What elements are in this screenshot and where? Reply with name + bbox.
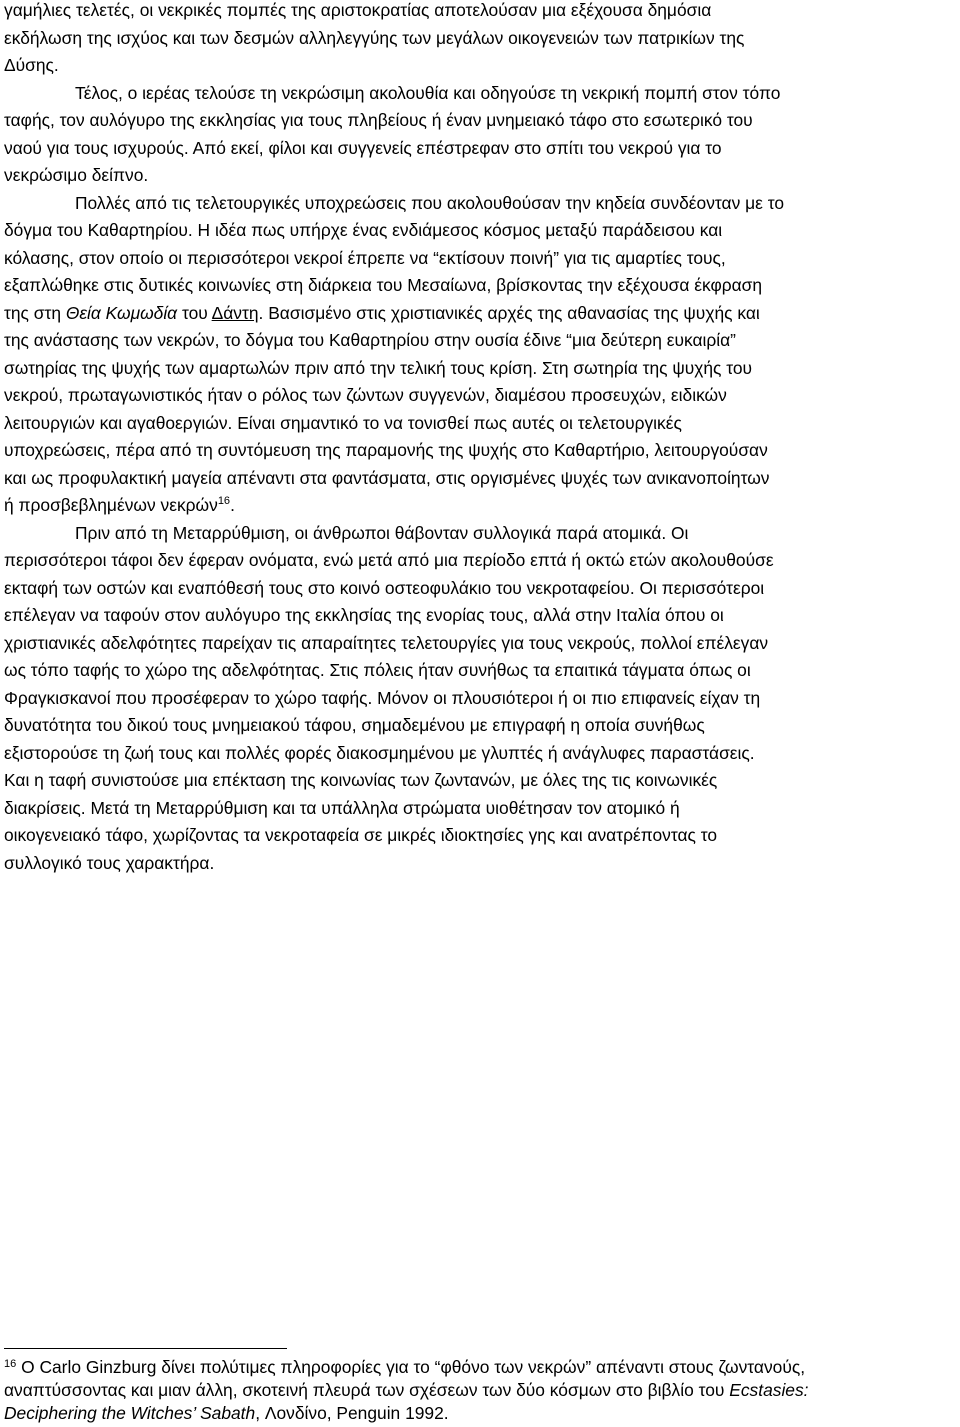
paragraph (4, 80, 956, 190)
author-name: Δάντη (211, 302, 259, 323)
book-title: Ecstasies: (729, 1380, 809, 1400)
text-line: επέλεγαν να ταφούν στον αυλόγυρο της εκκλησίας της ενορίας τους, αλλά στην Ιταλία όπου οι (4, 605, 724, 625)
text-segment: του (177, 302, 212, 323)
book-title: Deciphering the Witches’ Sabath (4, 1403, 256, 1423)
text-line: Δύσης. (4, 55, 59, 75)
text-line: της ανάστασης των νεκρών, το δόγμα του Καθαρτηρίου στην ουσία έδινε “μια δεύτερη ευκαιρία” (4, 330, 736, 350)
footnote-text (4, 1356, 956, 1425)
paragraph (4, 190, 956, 520)
footnote-reference[interactable]: 16 (217, 495, 231, 507)
document-body (4, 0, 956, 877)
text-line: εξαπλώθηκε στις δυτικές κοινωνίες στη διάρκεια του Μεσαίωνα, βρίσκοντας την εξέχουσα έκφραση (4, 275, 763, 295)
text-line: Φραγκισκανοί που προσέφεραν το χώρο ταφής. Μόνον οι πλουσιότεροι ή οι πιο επιφανείς είχαν τη (4, 687, 761, 708)
text-line: οικογενειακό τάφο, χωρίζοντας τα νεκροταφεία σε μικρές ιδιοκτησίες γης και ανατρέποντας το (4, 825, 718, 845)
text-line: συλλογικό τους χαρακτήρα. (4, 852, 215, 873)
text-line: σωτηρίας της ψυχής των αμαρτωλών πριν από την τελική τους κρίση. Στη σωτηρία της ψυχής του (4, 357, 753, 378)
text-line (4, 495, 235, 515)
text-line: διακρίσεις. Μετά τη Μεταρρύθμιση και τα υπάλληλα στρώματα υιοθέτησαν τον ατομικό ή (4, 797, 680, 818)
text-line: δόγμα του Καθαρτηρίου. Η ιδέα πως υπήρχε ένας ενδιάμεσος κόσμος μεταξύ παράδεισου και (4, 220, 723, 240)
text-line: Τέλος, ο ιερέας τελούσε τη νεκρώσιμη ακολουθία και οδηγούσε τη νεκρική πομπή στον τόπο (75, 82, 781, 103)
paragraph (4, 0, 956, 80)
text-line (4, 1403, 449, 1423)
text-line: γαμήλιες τελετές, οι νεκρικές πομπές της αριστοκρατίας αποτελούσαν μια εξέχουσα δημόσια (4, 0, 712, 20)
text-line: Και η ταφή συνιστούσε μια επέκταση της κοινωνίας των ζωντανών, με όλες της τις κοινωνικές (4, 770, 718, 790)
text-segment: της στη (4, 302, 66, 323)
text-segment: Ο Carlo Ginzburg δίνει πολύτιμες πληροφορίες για το “φθόνο των νεκρών” απέναντι στους ζωντανούς, (16, 1357, 806, 1377)
text-segment: αναπτύσσοντας και μιαν άλλη, σκοτεινή πλευρά των σχέσεων των δύο κόσμων στο βιβλίο του (4, 1380, 730, 1400)
text-line: κόλασης, στον οποίο οι περισσότεροι νεκροί έπρεπε να “εκτίσουν ποινή” για τις αμαρτίες τους, (4, 247, 726, 268)
text-line: νεκρού, πρωταγωνιστικός ήταν ο ρόλος των ζώντων συγγενών, διαμέσου προσευχών, ειδικών (4, 385, 727, 405)
text-line: εκταφή των οστών και εναπόθεσή τους στο κοινό οστεοφυλάκιο του νεκροταφείου. Οι περισσότεροι (4, 577, 765, 598)
text-line: χριστιανικές αδελφότητες παρείχαν τις απαραίτητες τελετουργίες για τους νεκρούς, πολλοί επέλεγαν (4, 632, 769, 653)
text-line: Πολλές από τις τελετουργικές υποχρεώσεις που ακολουθούσαν την κηδεία συνδέονταν με το (75, 192, 785, 213)
text-segment: . (230, 495, 235, 515)
text-line: εξιστορούσε τη ζωή τους και πολλές φορές διακοσμημένου με γλυπτές ή ανάγλυφες παραστάσεις. (4, 742, 755, 763)
text-segment: , Λονδίνο, Penguin 1992. (255, 1403, 449, 1423)
footnote-number: 16 (4, 1358, 17, 1370)
text-segment: ή προσβεβλημένων νεκρών (4, 495, 218, 515)
text-line: και ως προφυλακτική μαγεία απέναντι στα φαντάσματα, στις οργισμένες ψυχές των ανικανοποίητων (4, 467, 770, 488)
footnote (4, 1356, 956, 1425)
work-title: Θεία Κωμωδία (65, 302, 178, 323)
text-line: δυνατότητα του δικού τους μνημειακού τάφου, σημαδεμένου με επιγραφή η οποία συνήθως (4, 715, 705, 735)
text-line (4, 303, 760, 323)
text-line: ταφής, τον αυλόγυρο της εκκλησίας για τους πληβείους ή έναν μνημειακό τάφο στο εσωτερικό του (4, 110, 753, 130)
text-line: λειτουργιών και αγαθοεργιών. Είναι σημαντικό το να τονισθεί πως αυτές οι τελετουργικές (4, 412, 682, 433)
text-line (4, 1380, 809, 1400)
text-line: Πριν από τη Μεταρρύθμιση, οι άνθρωποι θάβονταν συλλογικά παρά ατομικά. Οι (75, 522, 689, 543)
paragraph (4, 520, 956, 878)
text-line: ως τόπο ταφής το χώρο της αδελφότητας. Στις πόλεις ήταν συνήθως τα επαιτικά τάγματα όπως οι (4, 660, 751, 680)
footnote-divider (4, 1348, 287, 1349)
text-segment: . Βασισμένο στις χριστιανικές αρχές της αθανασίας της ψυχής και (258, 302, 760, 323)
text-line: υποχρεώσεις, πέρα από τη συντόμευση της παραμονής της ψυχής στο Καθαρτήριο, λειτουργούσαν (4, 440, 768, 460)
text-line: περισσότεροι τάφοι δεν έφεραν ονόματα, ενώ μετά από μια περίοδο επτά ή οκτώ ετών ακολουθούσε (4, 550, 774, 570)
text-line: ναού για τους ισχυρούς. Από εκεί, φίλοι και συγγενείς επέστρεφαν στο σπίτι του νεκρού για το (4, 137, 722, 158)
text-line: νεκρώσιμο δείπνο. (4, 165, 149, 185)
text-line (4, 1357, 805, 1377)
text-line: εκδήλωση της ισχύος και των δεσμών αλληλεγγύης των μεγάλων οικογενειών των πατρικίων της (4, 27, 745, 48)
